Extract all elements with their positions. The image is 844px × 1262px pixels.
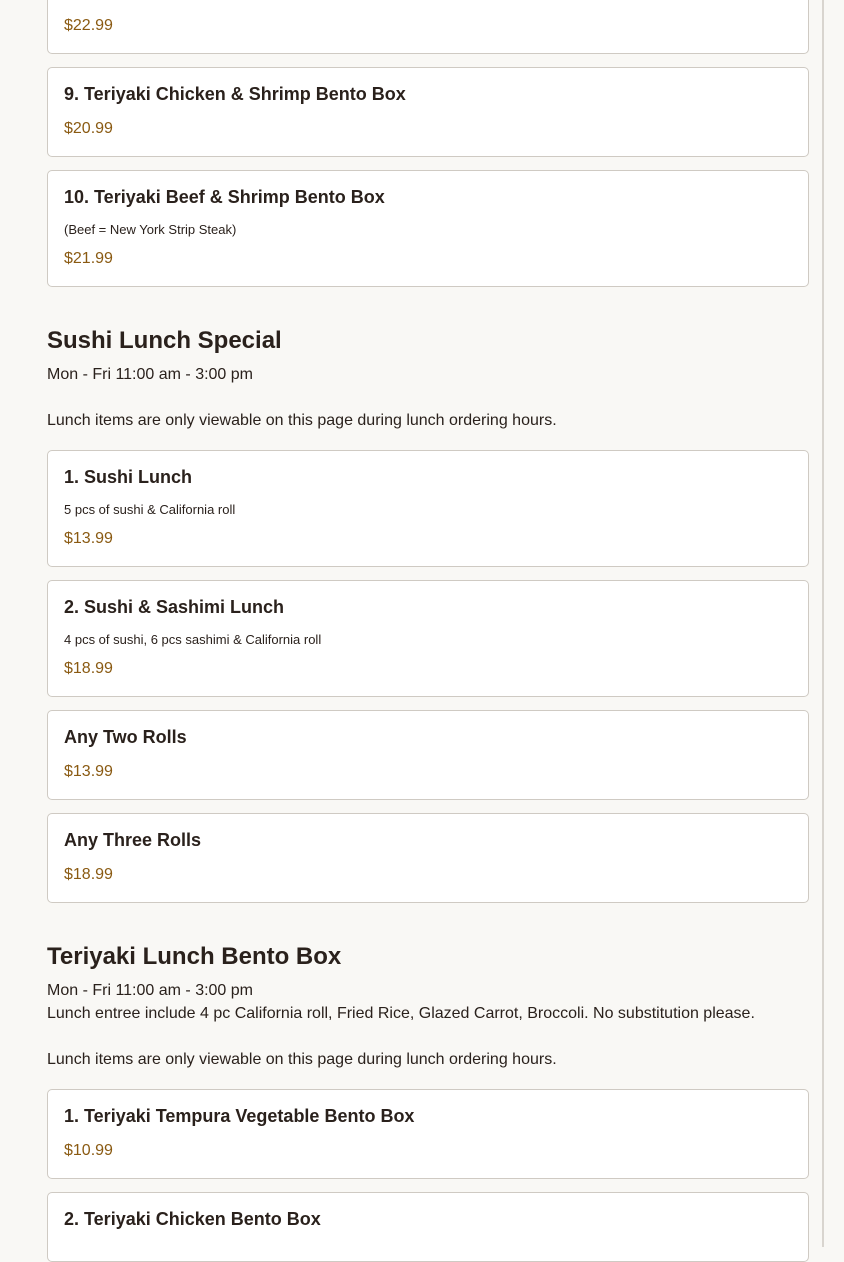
item-name: 9. Teriyaki Chicken & Shrimp Bento Box bbox=[64, 84, 406, 104]
item-price: $18.99 bbox=[64, 866, 113, 883]
menu-item-card[interactable] bbox=[47, 67, 809, 157]
section-note: Lunch items are only viewable on this page during lunch ordering hours. bbox=[47, 412, 557, 429]
menu-item-card[interactable] bbox=[47, 580, 809, 697]
item-description: (Beef = New York Strip Steak) bbox=[64, 222, 237, 237]
section-title: Teriyaki Lunch Bento Box bbox=[47, 943, 342, 970]
item-name: Any Three Rolls bbox=[64, 830, 202, 850]
item-price: $22.99 bbox=[64, 17, 113, 34]
menu-item-card[interactable] bbox=[47, 1192, 809, 1262]
item-price: $13.99 bbox=[64, 530, 113, 547]
menu-item-card[interactable] bbox=[47, 1089, 809, 1179]
item-price: $18.99 bbox=[64, 660, 113, 677]
menu-item-card[interactable] bbox=[47, 450, 809, 567]
section-hours: Mon - Fri 11:00 am - 3:00 pm bbox=[47, 366, 253, 383]
section-title: Sushi Lunch Special bbox=[47, 327, 282, 354]
item-description: 4 pcs of sushi, 6 pcs sashimi & California roll bbox=[64, 632, 322, 647]
item-price: $13.99 bbox=[64, 763, 113, 780]
item-name: 1. Sushi Lunch bbox=[64, 467, 193, 487]
section-description: Lunch entree include 4 pc California roll, Fried Rice, Glazed Carrot, Broccoli. No substitution please. bbox=[47, 1005, 755, 1022]
item-price: $20.99 bbox=[64, 120, 113, 137]
menu-item-card[interactable] bbox=[47, 710, 809, 800]
item-name: 10. Teriyaki Beef & Shrimp Bento Box bbox=[64, 187, 385, 207]
menu-item-card[interactable] bbox=[47, 813, 809, 903]
page-divider bbox=[822, 0, 824, 1247]
item-name: 2. Sushi & Sashimi Lunch bbox=[64, 597, 285, 617]
item-description: 5 pcs of sushi & California roll bbox=[64, 502, 236, 517]
item-name: Any Two Rolls bbox=[64, 727, 187, 747]
item-name: 2. Teriyaki Chicken Bento Box bbox=[64, 1209, 321, 1229]
item-price: $10.99 bbox=[64, 1142, 113, 1159]
menu-item-card[interactable] bbox=[47, 0, 809, 54]
section-note: Lunch items are only viewable on this page during lunch ordering hours. bbox=[47, 1051, 557, 1068]
item-price: $21.99 bbox=[64, 250, 113, 267]
item-name: 1. Teriyaki Tempura Vegetable Bento Box bbox=[64, 1106, 415, 1126]
menu-item-card[interactable] bbox=[47, 170, 809, 287]
section-hours: Mon - Fri 11:00 am - 3:00 pm bbox=[47, 982, 253, 999]
